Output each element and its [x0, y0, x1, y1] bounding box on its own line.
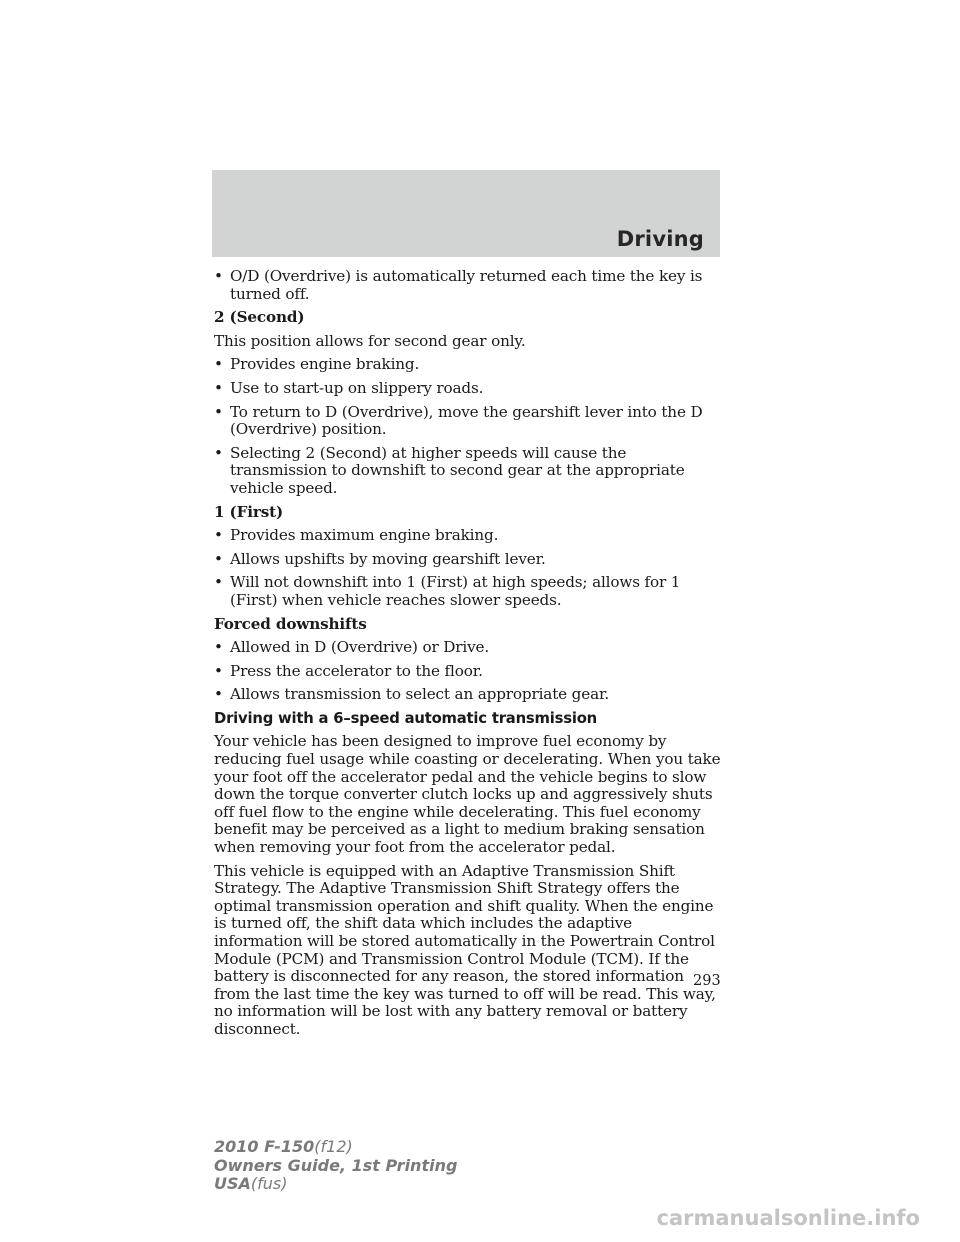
bullet-icon: • [214, 267, 223, 285]
bullet-icon: • [214, 638, 223, 657]
bullet-icon: • [214, 402, 223, 421]
list-item [214, 551, 724, 569]
paragraph: This vehicle is equipped with an Adaptive Transmission Shift Strategy. The Adaptive Transmission Shift Strategy offers the optimal transmission operation and shift quality. When the engine is turned off, the shift data which includes the adaptive information will be stored automatically in the Powertrain Control Module (PCM) and Transmission Control Module (TCM). If the battery is disconnected for any reason, the stored information from the last time the key was turned to off will be read. This way, no information will be lost with any battery removal or battery disconnect. [214, 861, 716, 1038]
heading-forced-downshifts: Forced downshifts [214, 614, 367, 633]
bullet-text: Press the accelerator to the floor. [230, 661, 483, 680]
bullet-text: Allows transmission to select an appropriate gear. [230, 685, 610, 704]
bullet-icon: • [214, 661, 223, 680]
page-number: 293 [693, 973, 721, 989]
section-title: Driving [616, 227, 704, 251]
paragraph: Your vehicle has been designed to improve fuel economy by reducing fuel usage while coasting or decelerating. When you take your foot off the accelerator pedal and the vehicle begins to slow down the torque converter clutch locks up and aggressively shuts off fuel flow to the engine while decelerating. This fuel economy benefit may be perceived as a light to medium braking sensation when removing your foot from the accelerator pedal. [214, 732, 721, 857]
second-description: This position allows for second gear only. [214, 331, 526, 350]
bullet-text: Will not downshift into 1 (First) at high speeds; allows for 1 (First) when vehicle reaches slower speeds. [230, 573, 681, 609]
list-item [214, 268, 724, 303]
list-item [214, 404, 724, 439]
bullet-icon: • [214, 573, 223, 592]
list-item [214, 663, 724, 681]
watermark: carmanualsonline.info [656, 1206, 920, 1230]
heading-second: 2 (Second) [214, 308, 305, 327]
page-content [214, 268, 724, 1045]
bullet-text: O/D (Overdrive) is automatically returned each time the key is turned off. [230, 267, 703, 303]
list-item [214, 356, 724, 374]
bullet-icon: • [214, 685, 223, 704]
document-footer [214, 1138, 457, 1194]
bullet-text: Allows upshifts by moving gearshift lever. [230, 549, 546, 568]
footer-model: 2010 F-150 [214, 1137, 315, 1156]
bullet-icon: • [214, 526, 223, 545]
bullet-icon: • [214, 443, 223, 462]
bullet-icon: • [214, 549, 223, 568]
bullet-text: To return to D (Overdrive), move the gearshift lever into the D (Overdrive) position. [230, 402, 703, 439]
list-item [214, 445, 724, 498]
list-item [214, 574, 724, 609]
list-item [214, 527, 724, 545]
list-item [214, 639, 724, 657]
bullet-icon: • [214, 355, 223, 374]
list-item [214, 380, 724, 398]
section-header-band [212, 170, 720, 257]
footer-model-code: (f12) [314, 1137, 353, 1156]
footer-region-code: (fus) [250, 1174, 288, 1193]
bullet-text: Allowed in D (Overdrive) or Drive. [230, 638, 490, 657]
heading-first: 1 (First) [214, 502, 283, 521]
footer-guide: Owners Guide, 1st Printing [214, 1155, 458, 1175]
bullet-text: Provides engine braking. [230, 355, 420, 374]
bullet-icon: • [214, 378, 223, 397]
heading-six-speed: Driving with a 6–speed automatic transmission [214, 709, 597, 727]
list-item [214, 686, 724, 704]
bullet-text: Use to start-up on slippery roads. [230, 378, 484, 397]
footer-region: USA [214, 1174, 251, 1193]
bullet-text: Selecting 2 (Second) at higher speeds will cause the transmission to downshift to second gear at the appropriate vehicle speed. [230, 443, 685, 497]
bullet-text: Provides maximum engine braking. [230, 526, 499, 545]
